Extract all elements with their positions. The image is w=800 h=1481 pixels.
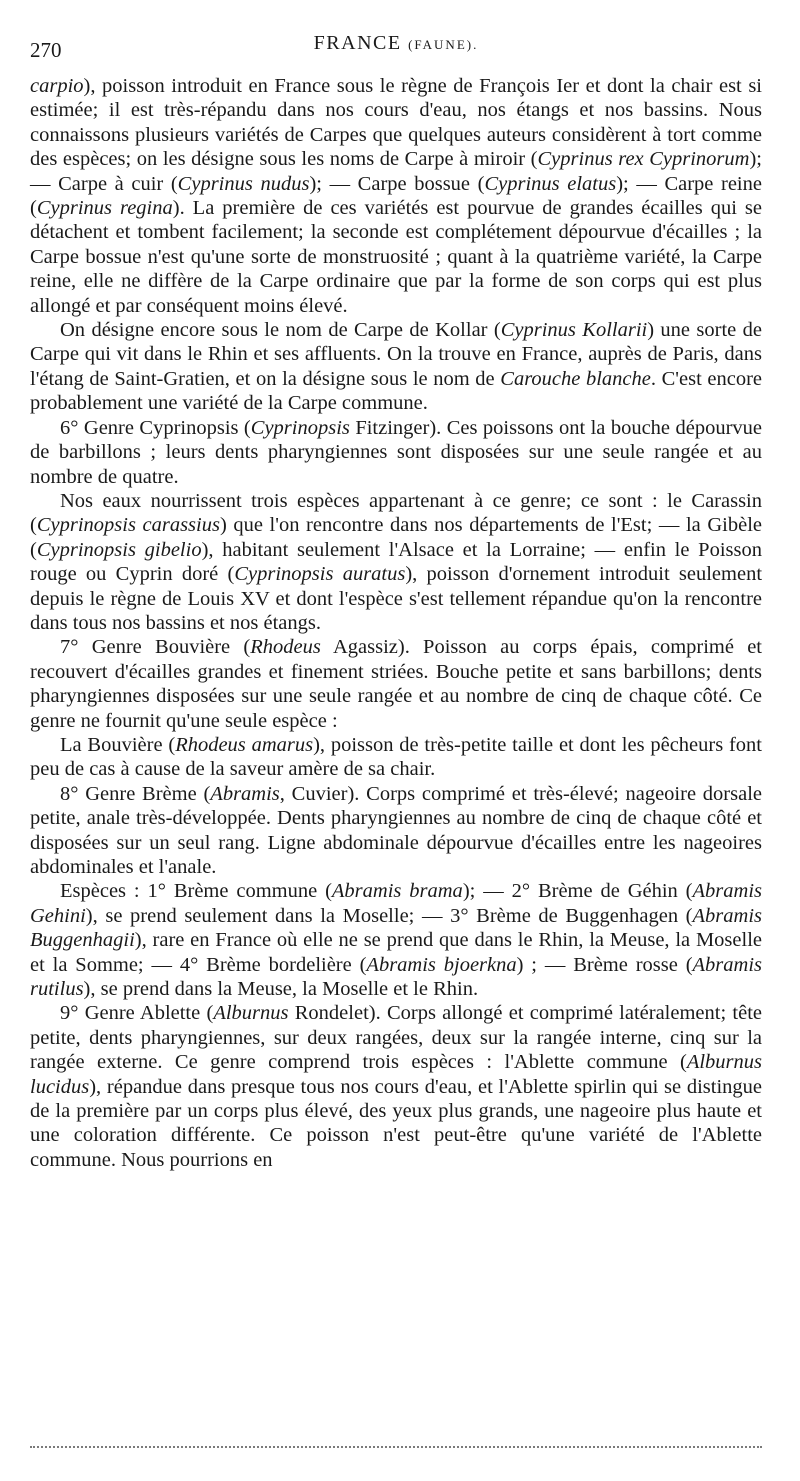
text-run: ), poisson d'ornement introduit seulement depuis le règne de Louis XV et dont l'espèce s'est tellement répandue qu'on la rencontre dans tous nos bassins et nos étangs. — [30, 563, 763, 634]
taxon-name: Alburnus lucidus — [30, 1051, 762, 1098]
taxon-name: Cyprinus regina — [36, 197, 173, 220]
text-run: ) une sorte de Carpe qui vit dans le Rhin et ses affluents. On la trouve en France, auprès de Paris, dans l'étang de Saint-Gratien, et on la désigne sous le nom de — [30, 319, 763, 390]
taxon-name: Cyprinopsis gibelio — [36, 538, 202, 561]
paragraph-3 — [30, 416, 762, 489]
paragraph-1 — [30, 74, 762, 318]
paragraph-8 — [30, 879, 762, 1001]
document-page — [30, 32, 762, 1172]
text-run: ); — Carpe à cuir ( — [30, 148, 762, 195]
text-run: 9° Genre Ablette ( — [60, 1002, 214, 1025]
text-run: Nos eaux nourrissent trois espèces appartenant à ce genre; ce sont : le Carassin ( — [30, 489, 762, 537]
taxon-name: Cyprinopsis auratus — [234, 563, 406, 586]
taxon-name: Cyprinus elatus — [484, 172, 617, 195]
text-run: ), rare en France où elle ne se prend que dans le Rhin, la Meuse, la Moselle et la Somme; — 4° Brème bordelière ( — [30, 929, 762, 976]
paragraph-7 — [30, 782, 762, 880]
paragraph-4 — [30, 489, 762, 635]
taxon-name: Abramis Buggenhagii — [30, 904, 762, 952]
text-run: On désigne encore sous le nom de Carpe de Kollar ( — [60, 319, 501, 342]
taxon-name: Cyprinus nudus — [177, 172, 310, 195]
running-title-main: FRANCE — [313, 32, 402, 54]
paragraph-9 — [30, 1001, 762, 1172]
text-run: ); — Carpe reine ( — [30, 172, 762, 220]
running-title-section: (FAUNE). — [408, 37, 479, 52]
taxon-name: Abramis — [210, 782, 280, 805]
text-run: ). La première de ces variétés est pourvue de grandes écailles qui se détachent et tombent facilement; la seconde est complétement dépourvue d'écailles ; la Carpe bossue n'est qu'une sorte de monstruosité ; quant à la quatrième variété, la Carpe reine, elle ne diffère de la Carpe ordinaire que par la forme de son corps qui est plus allongé et par conséquent moins élevé. — [30, 197, 762, 317]
paragraph-2 — [30, 318, 762, 416]
text-run: ) ; — Brème rosse ( — [516, 953, 693, 976]
text-run: La Bouvière ( — [60, 733, 176, 756]
taxon-name: Abramis brama — [331, 880, 463, 903]
text-run: ); — Carpe bossue ( — [309, 172, 485, 195]
text-run: ), se prend dans la Meuse, la Moselle et le Rhin. — [83, 978, 479, 1001]
text-run: ); — 2° Brème de Géhin ( — [462, 880, 693, 903]
text-run: Espèces : 1° Brème commune ( — [60, 880, 332, 903]
text-run: Fitzinger). Ces poissons ont la bouche dépourvue de barbillons ; leurs dents pharyngiennes sont disposées sur une seule rangée et au nombre de quatre. — [30, 416, 762, 488]
text-run: ), habitant seulement l'Alsace et la Lorraine; — enfin le Poisson rouge ou Cyprin doré ( — [30, 538, 762, 586]
taxon-name: Abramis Gehini — [30, 880, 762, 927]
paragraph-6 — [30, 733, 762, 782]
taxon-name: Abramis bjoerkna — [366, 953, 517, 976]
page-number: 270 — [30, 38, 62, 62]
taxon-name: Rhodeus — [250, 636, 321, 659]
taxon-name: Cyprinus Kollarii — [500, 319, 648, 342]
footer-rule — [30, 1446, 762, 1448]
paragraph-5 — [30, 635, 762, 733]
taxon-name: carpio — [30, 75, 84, 97]
text-run: Agassiz). Poisson au corps épais, comprimé et recouvert d'écailles grandes et finement striées. Bouche petite et sans barbillons; dents pharyngiennes disposées sur une seule rangée et au nombre de cinq de chaque côté. Ce genre ne fournit qu'une seule espèce : — [30, 636, 762, 732]
text-run: ), poisson introduit en France sous le règne de François Ier et dont la chair est si estimée; il est très-répandu dans nos cours d'eau, nos étangs et nos bassins. Nous connaissons plusieurs variétés de Carpes que quelques auteurs considèrent à tort comme des espèces; on les désigne sous les noms de Carpe à miroir ( — [30, 75, 762, 171]
text-run: 6° Genre Cyprinopsis ( — [60, 416, 251, 439]
text-run: Rondelet). Corps allongé et comprimé latéralement; tête petite, dents pharyngiennes, sur deux rangées, deux sur la rangée interne, cinq sur la rangée externe. Ce genre comprend trois espèces : l'Ablette commune ( — [30, 1002, 762, 1074]
text-run: 8° Genre Brème ( — [60, 782, 211, 805]
text-run: ), répandue dans presque tous nos cours d'eau, et l'Ablette spirlin qui se distingue de la première par un corps plus élevé, des yeux plus grands, une nageoire plus haute et une coloration différente. Ce poisson n'est peut-être qu'une variété de l'Ablette commune. Nous pourrions en — [30, 1075, 762, 1171]
running-title — [30, 32, 762, 55]
text-run: ) que l'on rencontre dans nos départements de l'Est; — la Gibèle ( — [30, 514, 762, 561]
taxon-name: Rhodeus amarus — [175, 733, 314, 756]
taxon-name: Alburnus — [213, 1002, 289, 1025]
body-text — [30, 74, 762, 1172]
taxon-name: Cyprinopsis — [250, 416, 350, 439]
taxon-name: Carouche blanche — [500, 367, 651, 390]
taxon-name: Cyprinus rex Cyprinorum — [537, 148, 750, 171]
text-run: ), poisson de très-petite taille et dont les pêcheurs font peu de cas à cause de la saveur amère de sa chair. — [30, 733, 763, 781]
taxon-name: Abramis rutilus — [30, 953, 762, 1001]
text-run: 7° Genre Bouvière ( — [60, 636, 251, 659]
page-header — [30, 32, 762, 66]
text-run: . C'est encore probablement une variété de la Carpe commune. — [30, 367, 763, 415]
taxon-name: Cyprinopsis carassius — [36, 514, 220, 537]
text-run: , Cuvier). Corps comprimé et très-élevé; nageoire dorsale petite, anale très-développée. Dents pharyngiennes au nombre de cinq de chaque côté et disposées sur un seul rang. Ligne abdominale dépourvue d'écailles entre les nageoires abdominales et l'anale. — [30, 782, 763, 878]
text-run: ), se prend seulement dans la Moselle; — 3° Brème de Buggenhagen ( — [85, 904, 693, 927]
